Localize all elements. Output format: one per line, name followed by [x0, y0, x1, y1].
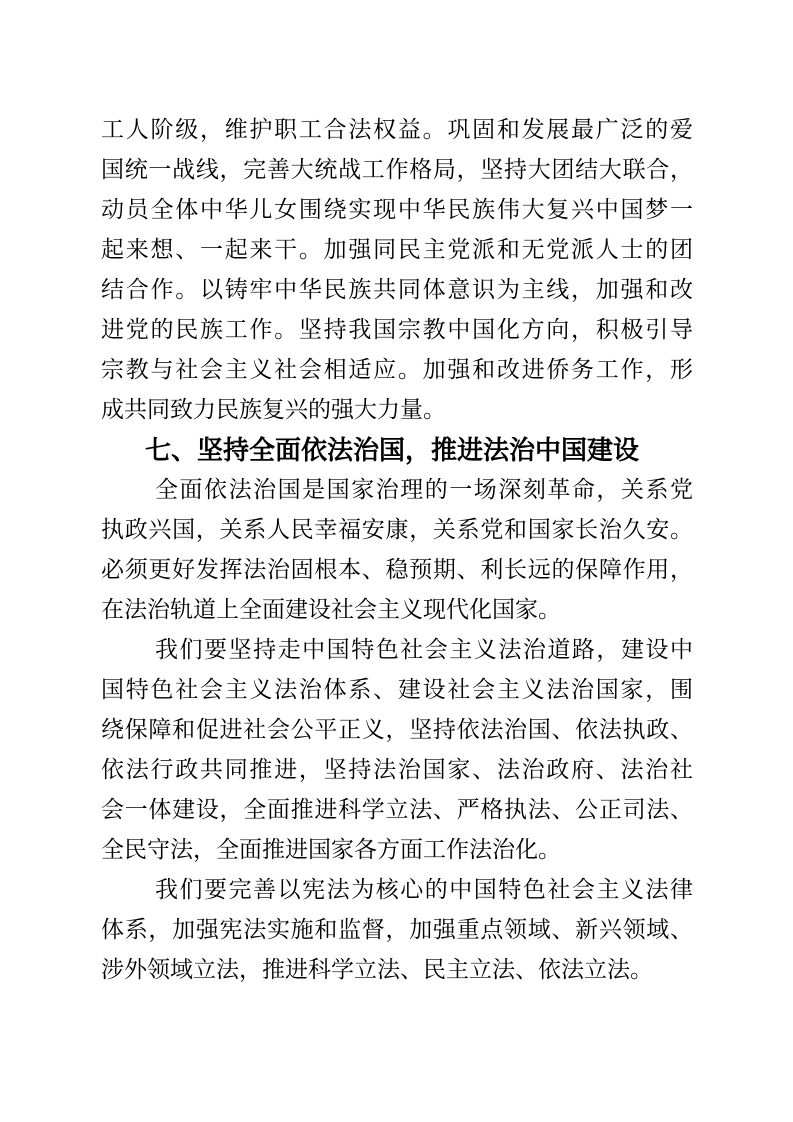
text-line: 全面依法治国是国家治理的一场深刻革命，关系党: [155, 477, 693, 502]
text-line: 会一体建设，全面推进科学立法、严格执法、公正司法、: [101, 797, 693, 822]
text-line: 工人阶级，维护职工合法权益。巩固和发展最广泛的爱: [101, 117, 693, 142]
text-line: 体系，加强宪法实施和监督，加强重点领域、新兴领域、: [101, 917, 693, 942]
text-line: 依法行政共同推进，坚持法治国家、法治政府、法治社: [101, 757, 693, 782]
text-line: 涉外领域立法，推进科学立法、民主立法、依法立法。: [101, 957, 653, 982]
text-line: 在法治轨道上全面建设社会主义现代化国家。: [101, 597, 561, 622]
section-heading: 七、坚持全面依法治国，推进法治中国建设: [145, 435, 640, 465]
text-line: 我们要完善以宪法为核心的中国特色社会主义法律: [155, 877, 693, 902]
text-line: 必须更好发挥法治固根本、稳预期、利长远的保障作用，: [101, 557, 693, 582]
text-line: 成共同致力民族复兴的强大力量。: [101, 397, 446, 422]
text-line: 我们要坚持走中国特色社会主义法治道路，建设中: [155, 637, 693, 662]
text-line: 进党的民族工作。坚持我国宗教中国化方向，积极引导: [101, 317, 693, 342]
text-line: 结合作。以铸牢中华民族共同体意识为主线，加强和改: [101, 277, 693, 302]
text-line: 动员全体中华儿女围绕实现中华民族伟大复兴中国梦一: [101, 197, 693, 222]
text-line: 全民守法，全面推进国家各方面工作法治化。: [101, 837, 561, 862]
text-line: 国统一战线，完善大统战工作格局，坚持大团结大联合，: [101, 157, 693, 182]
text-line: 国特色社会主义法治体系、建设社会主义法治国家，围: [101, 677, 693, 702]
text-line: 绕保障和促进社会公平正义，坚持依法治国、依法执政、: [101, 717, 693, 742]
text-line: 起来想、一起来干。加强同民主党派和无党派人士的团: [101, 237, 693, 262]
text-line: 执政兴国，关系人民幸福安康，关系党和国家长治久安。: [101, 517, 693, 542]
document-content: [101, 110, 693, 990]
text-line: 宗教与社会主义社会相适应。加强和改进侨务工作，形: [101, 357, 693, 382]
